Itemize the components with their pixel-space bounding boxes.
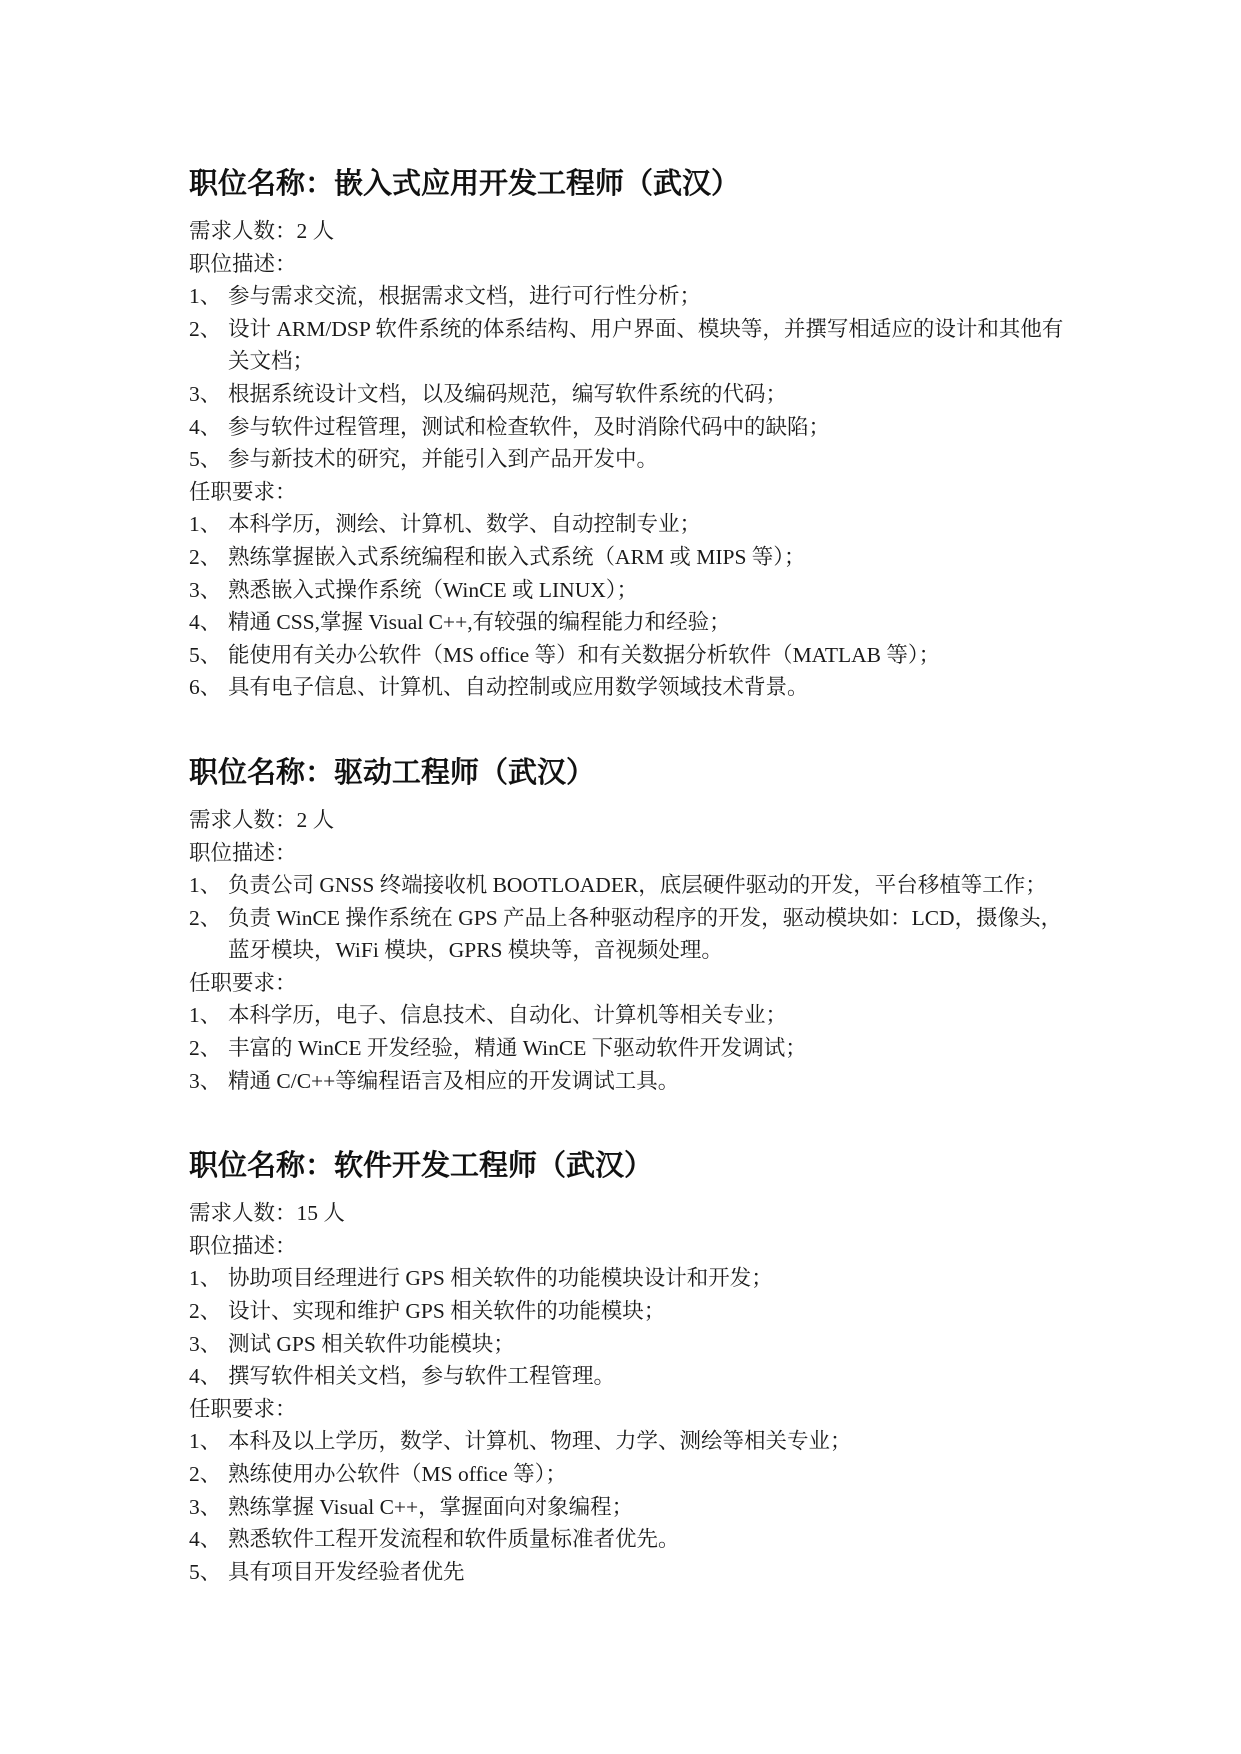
- requirement-item: [189, 1425, 1063, 1458]
- requirement-item: [189, 606, 1063, 639]
- item-number: 3、: [189, 1331, 222, 1356]
- item-text: 参与软件过程管理，测试和检查软件，及时消除代码中的缺陷；: [228, 414, 831, 439]
- requirement-item: [189, 508, 1063, 541]
- description-heading: 职位描述：: [189, 251, 297, 276]
- item-text: 具有电子信息、计算机、自动控制或应用数学领域技术背景。: [228, 675, 809, 700]
- job-title: 职位名称：嵌入式应用开发工程师（武汉）: [189, 166, 741, 200]
- requirement-item: [189, 574, 1063, 607]
- requirement-item: [189, 1065, 1063, 1098]
- item-text: 熟练使用办公软件（MS office 等）；: [228, 1462, 567, 1486]
- item-text: 熟练掌握嵌入式系统编程和嵌入式系统（ARM 或 MIPS 等）；: [228, 544, 806, 569]
- description-item: [189, 411, 1063, 444]
- item-number: 2、: [189, 1036, 222, 1061]
- item-text: 测试 GPS 相关软件功能模块；: [228, 1331, 515, 1356]
- item-text: 协助项目经理进行 GPS 相关软件的功能模块设计和开发；: [228, 1266, 773, 1291]
- item-text: 本科学历，测绘、计算机、数学、自动控制专业；: [228, 512, 702, 537]
- description-item: [189, 378, 1063, 411]
- item-number: 5、: [189, 642, 222, 667]
- requirements-heading: 任职要求：: [189, 1396, 297, 1421]
- requirement-item: [189, 639, 1063, 672]
- item-number: 1、: [189, 1429, 222, 1454]
- item-text: 参与需求交流，根据需求文档，进行可行性分析；: [228, 284, 702, 309]
- job-posting-embedded-engineer: [189, 163, 1063, 704]
- description-item: [189, 1360, 1063, 1393]
- item-text: 本科及以上学历，数学、计算机、物理、力学、测绘等相关专业；: [228, 1429, 852, 1454]
- item-number: 2、: [189, 1462, 222, 1486]
- item-text: 熟悉软件工程开发流程和软件质量标准者优先。: [228, 1527, 680, 1552]
- item-text: 设计 ARM/DSP 软件系统的体系结构、用户界面、模块等，并撰写相适应的设计和其他有: [228, 316, 1064, 341]
- item-text-continuation: 蓝牙模块，WiFi 模块，GPRS 模块等，音视频处理。: [228, 938, 723, 963]
- item-number: 1、: [189, 284, 222, 309]
- item-text: 设计、实现和维护 GPS 相关软件的功能模块；: [228, 1299, 666, 1324]
- item-text: 负责公司 GNSS 终端接收机 BOOTLOADER，底层硬件驱动的开发，平台移植等工作；: [228, 873, 1047, 898]
- item-number: 4、: [189, 1527, 222, 1552]
- headcount-text: 需求人数：2 人: [189, 219, 335, 243]
- description-item: [189, 1262, 1063, 1295]
- item-text: 熟练掌握 Visual C++，掌握面向对象编程；: [228, 1494, 634, 1519]
- requirement-item: [189, 541, 1063, 574]
- item-number: 3、: [189, 381, 222, 406]
- description-item: [189, 869, 1063, 902]
- description-item: [189, 313, 1063, 378]
- requirement-item: [189, 1032, 1063, 1065]
- job-title: 职位名称：驱动工程师（武汉）: [189, 754, 596, 789]
- item-text: 负责 WinCE 操作系统在 GPS 产品上各种驱动程序的开发，驱动模块如：LCD，摄像头，: [228, 905, 1063, 930]
- requirements-heading: 任职要求：: [189, 970, 297, 995]
- description-item: [189, 443, 1063, 476]
- requirement-item: [189, 671, 1063, 704]
- item-text: 根据系统设计文档，以及编码规范，编写软件系统的代码；: [228, 381, 788, 406]
- item-text: 撰写软件相关文档，参与软件工程管理。: [228, 1364, 616, 1389]
- item-text: 精通 C/C++等编程语言及相应的开发调试工具。: [228, 1068, 680, 1093]
- item-number: 4、: [189, 610, 222, 635]
- item-text: 具有项目开发经验者优先: [228, 1559, 465, 1584]
- item-number: 6、: [189, 675, 222, 700]
- item-number: 3、: [189, 577, 222, 602]
- item-number: 5、: [189, 1559, 222, 1584]
- item-number: 4、: [189, 414, 222, 439]
- item-number: 2、: [189, 1299, 222, 1324]
- item-number: 1、: [189, 1266, 222, 1291]
- item-number: 2、: [189, 316, 222, 341]
- item-number: 1、: [189, 1003, 222, 1028]
- item-number: 1、: [189, 512, 222, 537]
- requirement-item: [189, 1523, 1063, 1556]
- item-text: 熟悉嵌入式操作系统（WinCE 或 LINUX）；: [228, 577, 639, 602]
- requirement-item: [189, 999, 1063, 1032]
- requirement-item: [189, 1491, 1063, 1524]
- item-number: 2、: [189, 544, 222, 569]
- description-heading: 职位描述：: [189, 840, 297, 865]
- requirement-item: [189, 1556, 1063, 1589]
- item-text: 丰富的 WinCE 开发经验，精通 WinCE 下驱动软件开发调试；: [228, 1036, 807, 1061]
- item-text: 参与新技术的研究，并能引入到产品开发中。: [228, 447, 659, 472]
- job-posting-software-engineer: [189, 1145, 1063, 1588]
- description-item: [189, 280, 1063, 313]
- requirement-item: [189, 1458, 1063, 1491]
- item-text: 本科学历，电子、信息技术、自动化、计算机等相关专业；: [228, 1003, 788, 1028]
- item-number: 5、: [189, 447, 222, 472]
- headcount-text: 需求人数：15 人: [189, 1201, 345, 1226]
- item-number: 4、: [189, 1364, 222, 1389]
- job-title: 职位名称：软件开发工程师（武汉）: [189, 1148, 654, 1183]
- description-item: [189, 1295, 1063, 1328]
- description-heading: 职位描述：: [189, 1233, 297, 1258]
- item-number: 2、: [189, 905, 222, 930]
- item-text: 能使用有关办公软件（MS office 等）和有关数据分析软件（MATLAB 等）；: [228, 642, 941, 667]
- headcount-text: 需求人数：2 人: [189, 807, 335, 832]
- description-item: [189, 1328, 1063, 1361]
- requirements-heading: 任职要求：: [189, 479, 297, 504]
- document-content: [189, 163, 1063, 1588]
- item-number: 3、: [189, 1068, 222, 1093]
- job-posting-driver-engineer: [189, 752, 1063, 1097]
- item-number: 3、: [189, 1494, 222, 1519]
- description-item: [189, 902, 1063, 967]
- item-text: 精通 CSS,掌握 Visual C++,有较强的编程能力和经验；: [228, 610, 731, 635]
- item-text-continuation: 关文档；: [228, 349, 315, 374]
- item-number: 1、: [189, 873, 222, 898]
